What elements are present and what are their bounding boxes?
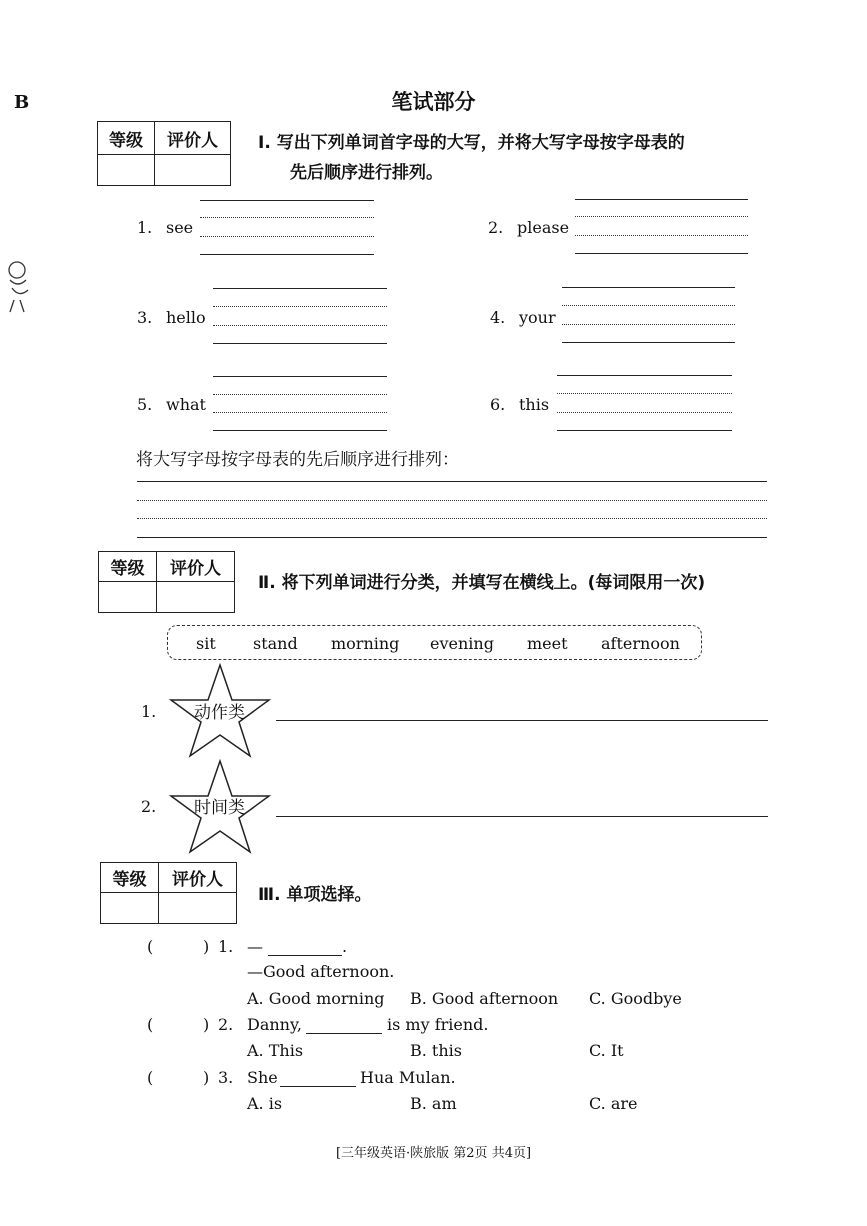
option-a[interactable]: A. is: [247, 1094, 283, 1113]
word-bank-item: afternoon: [601, 634, 680, 653]
word-bank-item: evening: [430, 634, 494, 653]
item-number: 6.: [490, 395, 506, 414]
word-bank-item: morning: [331, 634, 400, 653]
answer-paren-close: ): [203, 937, 210, 956]
question-stem: —: [247, 937, 263, 956]
evaluator-header: 评价人: [157, 552, 235, 582]
section1-heading: Ⅰ. 写出下列单词首字母的大写，并将大写字母按字母表的: [258, 133, 685, 153]
section1-heading-cont: 先后顺序进行排列。: [290, 163, 443, 183]
question-stem-end: is my friend.: [387, 1015, 489, 1034]
category-label: 时间类: [194, 798, 245, 818]
item-word: hello: [166, 308, 206, 327]
grade-table-1: [97, 121, 231, 186]
section3-heading: Ⅲ. 单项选择。: [258, 885, 372, 905]
option-a[interactable]: A. Good morning: [247, 989, 385, 1008]
question-blank[interactable]: [268, 955, 342, 956]
question-stem-end: Hua Mulan.: [360, 1068, 456, 1087]
option-b[interactable]: B. Good afternoon: [410, 989, 559, 1008]
item-word: this: [519, 395, 550, 414]
evaluator-header: 评价人: [159, 863, 237, 893]
item-word: what: [166, 395, 206, 414]
grade-cell[interactable]: [101, 893, 159, 924]
word-bank-item: meet: [527, 634, 568, 653]
cartoon-doodle-icon: [4, 258, 34, 318]
grade-header: 等级: [98, 122, 155, 155]
question-number: 3.: [218, 1068, 234, 1087]
category-number: 1.: [141, 702, 157, 721]
evaluator-cell[interactable]: [157, 582, 235, 613]
order-instruction: 将大写字母按字母表的先后顺序进行排列：: [136, 450, 459, 470]
evaluator-cell[interactable]: [159, 893, 237, 924]
item-number: 4.: [490, 308, 506, 327]
evaluator-header: 评价人: [155, 122, 231, 155]
page-title: 笔试部分: [391, 89, 476, 114]
edge-mark: B: [14, 92, 30, 113]
option-c[interactable]: C. It: [589, 1041, 624, 1060]
answer-blank[interactable]: [160, 934, 200, 960]
option-c[interactable]: C. are: [589, 1094, 638, 1113]
evaluator-cell[interactable]: [155, 155, 231, 186]
option-c[interactable]: C. Goodbye: [589, 989, 682, 1008]
grade-cell[interactable]: [99, 582, 157, 613]
category-answer-line[interactable]: [276, 720, 768, 721]
option-b[interactable]: B. am: [410, 1094, 457, 1113]
item-number: 5.: [137, 395, 153, 414]
word-bank-item: sit: [196, 634, 216, 653]
question-number: 2.: [218, 1015, 234, 1034]
answer-paren-open: (: [147, 937, 154, 956]
category-number: 2.: [141, 797, 157, 816]
item-word: please: [517, 218, 570, 237]
answer-paren-open: (: [147, 1015, 154, 1034]
question-blank[interactable]: [280, 1086, 356, 1087]
item-number: 3.: [137, 308, 153, 327]
section2-heading: Ⅱ. 将下列单词进行分类，并填写在横线上。(每词限用一次): [258, 573, 706, 593]
question-reply: —Good afternoon.: [247, 962, 395, 981]
category-answer-line[interactable]: [276, 816, 768, 817]
grade-header: 等级: [99, 552, 157, 582]
grade-table-2: [98, 551, 235, 613]
page-footer: [三年级英语·陕旅版 第2页 共4页]: [335, 1146, 532, 1161]
grade-cell[interactable]: [98, 155, 155, 186]
option-b[interactable]: B. this: [410, 1041, 462, 1060]
item-word: see: [166, 218, 194, 237]
question-stem-end: .: [342, 937, 348, 956]
answer-paren-open: (: [147, 1068, 154, 1087]
question-number: 1.: [218, 937, 234, 956]
grade-table-3: [100, 862, 237, 924]
grade-header: 等级: [101, 863, 159, 893]
answer-blank[interactable]: [160, 1012, 200, 1038]
item-number: 2.: [488, 218, 504, 237]
question-blank[interactable]: [306, 1033, 382, 1034]
category-label: 动作类: [194, 703, 245, 723]
item-word: your: [519, 308, 556, 327]
answer-paren-close: ): [203, 1068, 210, 1087]
answer-paren-close: ): [203, 1015, 210, 1034]
item-number: 1.: [137, 218, 153, 237]
question-stem: Danny,: [247, 1015, 302, 1034]
answer-blank[interactable]: [160, 1065, 200, 1091]
option-a[interactable]: A. This: [247, 1041, 304, 1060]
question-stem: She: [247, 1068, 278, 1087]
word-bank-item: stand: [253, 634, 298, 653]
